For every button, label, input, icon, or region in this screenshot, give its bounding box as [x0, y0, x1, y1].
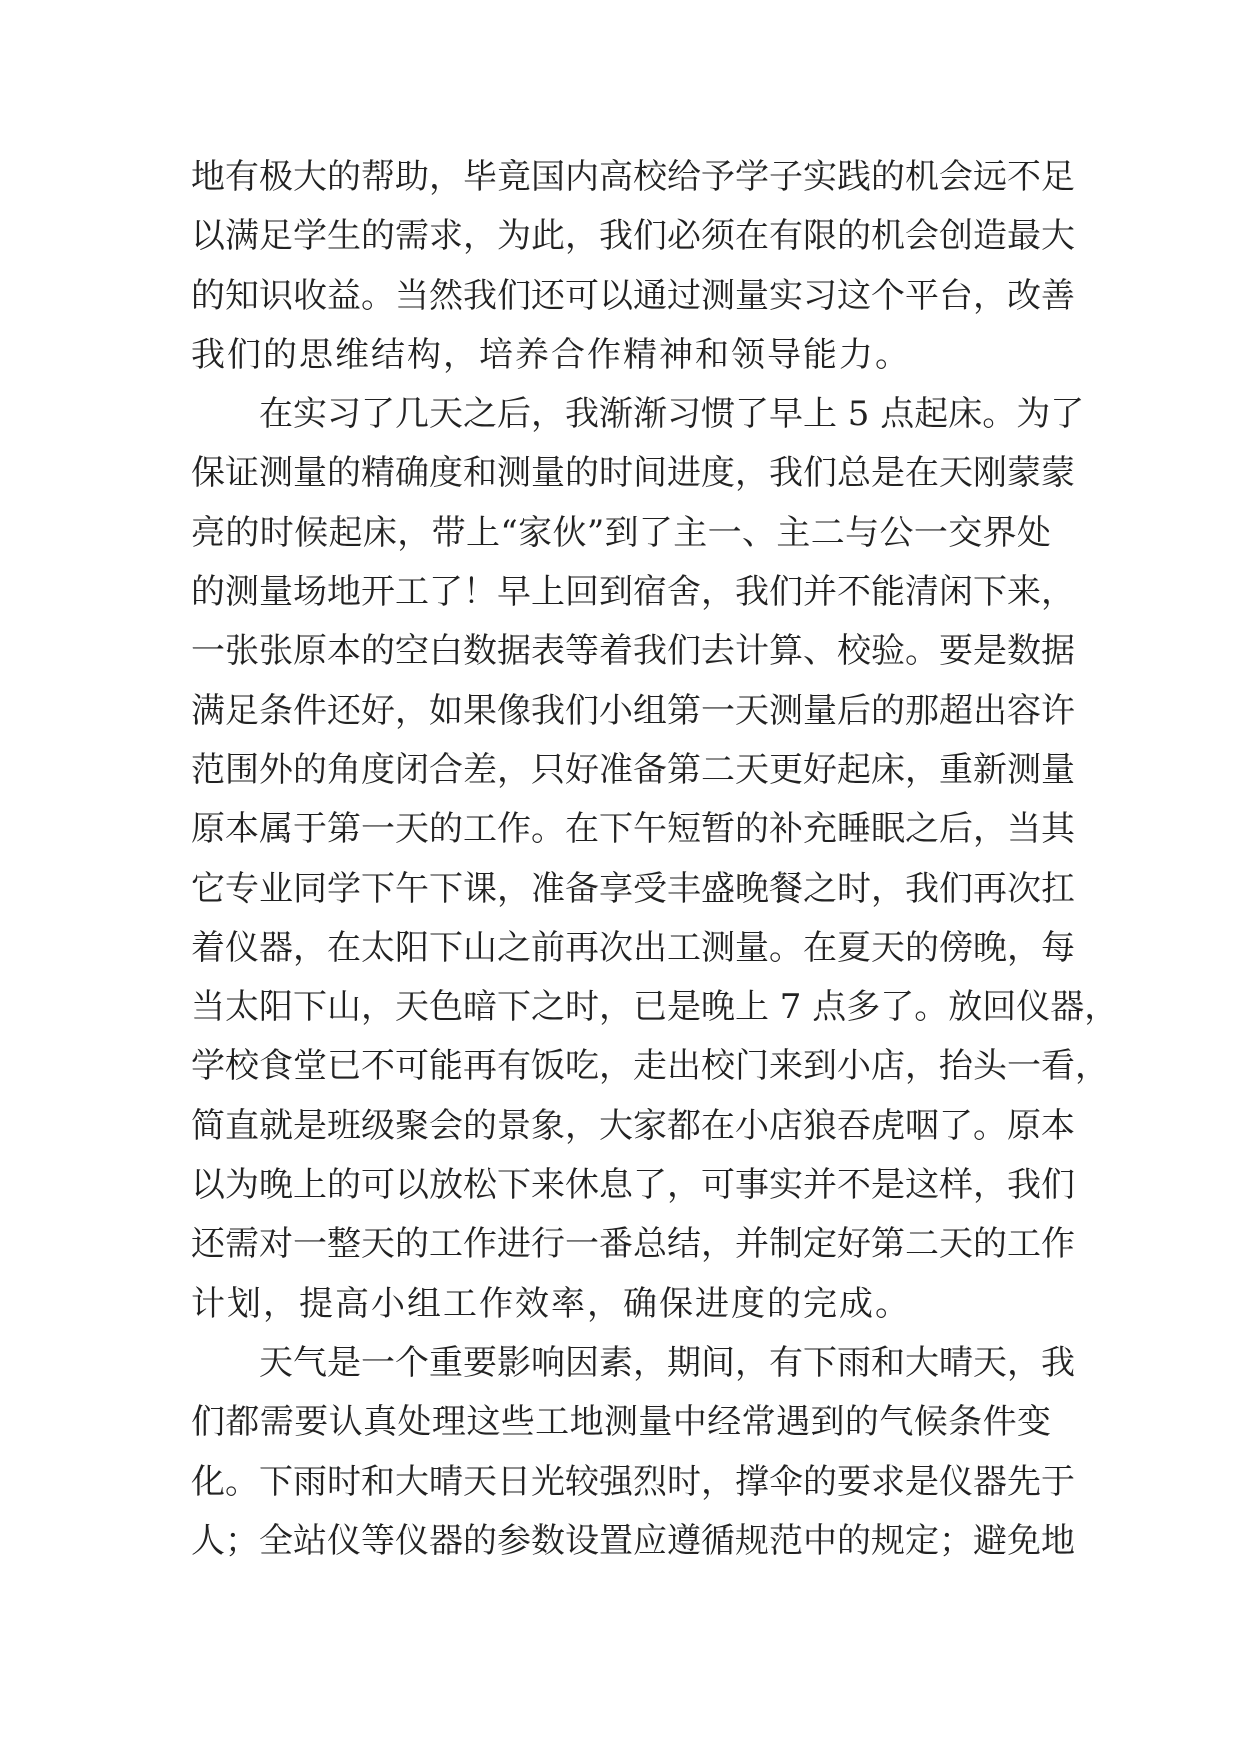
text-line: 还需对一整天的工作进行一番总结，并制定好第二天的工作 — [191, 1224, 1075, 1265]
text-line: 一张张原本的空白数据表等着我们去计算、校验。要是数据 — [191, 631, 1075, 672]
text-line: 人；全站仪等仪器的参数设置应遵循规范中的规定；避免地 — [191, 1520, 1075, 1561]
text-line: 着仪器，在太阳下山之前再次出工测量。在夏天的傍晚，每 — [191, 927, 1075, 968]
text-line: 以为晚上的可以放松下来休息了，可事实并不是这样，我们 — [191, 1165, 1075, 1206]
text-line: 亮的时候起床，带上“家伙”到了主一、主二与公一交界处 — [191, 512, 1051, 553]
text-line: 以满足学生的需求，为此，我们必须在有限的机会创造最大 — [191, 216, 1075, 257]
text-line: 地有极大的帮助，毕竟国内高校给予学子实践的机会远不足 — [191, 157, 1075, 197]
text-line: 满足条件还好，如果像我们小组第一天测量后的那超出容许 — [191, 690, 1075, 731]
text-line: 学校食堂已不可能再有饭吃，走出校门来到小店，抬头一看， — [191, 1046, 1109, 1087]
text-line: 计划，提高小组工作效率，确保进度的完成。 — [191, 1283, 911, 1324]
text-line: 原本属于第一天的工作。在下午短暂的补充睡眠之后，当其 — [191, 809, 1075, 850]
text-line: 保证测量的精确度和测量的时间进度，我们总是在天刚蒙蒙 — [191, 453, 1075, 494]
text-line: 当太阳下山，天色暗下之时，已是晚上 7 点多了。放回仪器， — [191, 987, 1119, 1028]
paragraph-start-line: 天气是一个重要影响因素，期间，有下雨和大晴天，我 — [259, 1342, 1075, 1383]
text-line: 的测量场地开工了！早上回到宿舍，我们并不能清闲下来， — [191, 572, 1075, 613]
text-line: 们都需要认真处理这些工地测量中经常遇到的气候条件变 — [191, 1402, 1051, 1443]
text-line: 化。下雨时和大晴天日光较强烈时，撑伞的要求是仪器先于 — [191, 1461, 1075, 1502]
paragraph-start-line: 在实习了几天之后，我渐渐习惯了早上 5 点起床。为了 — [259, 394, 1085, 435]
body-text — [191, 148, 1119, 1571]
text-line: 的知识收益。当然我们还可以通过测量实习这个平台，改善 — [191, 275, 1075, 316]
text-line: 我们的思维结构，培养合作精神和领导能力。 — [191, 334, 911, 375]
text-line: 它专业同学下午下课，准备享受丰盛晚餐之时，我们再次扛 — [191, 868, 1075, 909]
text-line: 范围外的角度闭合差，只好准备第二天更好起床，重新测量 — [191, 749, 1075, 790]
text-line: 简直就是班级聚会的景象，大家都在小店狼吞虎咽了。原本 — [191, 1105, 1075, 1146]
